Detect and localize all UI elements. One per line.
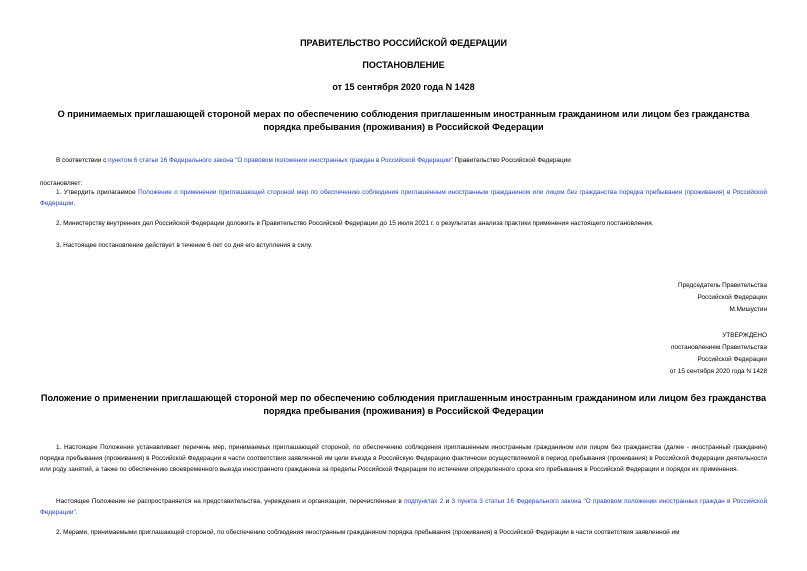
government-heading: ПРАВИТЕЛЬСТВО РОССИЙСКОЙ ФЕДЕРАЦИИ [300, 38, 507, 48]
regulation-link[interactable]: Положение о применении приглашающей стороной мер по обеспечению соблюдения приглашенным иностранным гражданином или лицом без гражданства порядка пребывания (проживания) в Российской Федерации [40, 189, 767, 207]
signature-title: Председатель Правительства [678, 282, 767, 289]
subparagraph-3-link[interactable]: 3 пункта 3 статьи 16 Федерального закона "О правовом положении иностранных граждан в Российской Федерации" [40, 498, 768, 516]
preamble [56, 155, 776, 166]
approval-date: от 15 сентября 2020 года N 1428 [669, 368, 767, 375]
regulation-paragraph-3: 2. Мерами, принимаемыми приглашающей стороной, по обеспечению соблюдения иностранным гражданином порядка пребывания (проживания) в Российской Федерации в части соответствия заявленной им [56, 529, 680, 536]
item-3: 3. Настоящее постановление действует в течение 6 лет со дня его вступления в силу. [56, 242, 313, 249]
approval-by: постановлением Правительства [671, 344, 767, 351]
federal-law-link[interactable]: пунктом 6 статьи 16 Федерального закона "О правовом положении иностранных граждан в Российской Федерации" [108, 157, 453, 164]
document-title: О принимаемых приглашающей стороной мерах по обеспечению соблюдения приглашенным иностранным гражданином или лицом без гражданства порядка пребывания (проживания) в Российской Федерации [57, 109, 750, 132]
preamble-text-end: Правительство Российской Федерации [452, 157, 571, 164]
signature-country: Российской Федерации [697, 294, 767, 301]
regulation-paragraph-2 [40, 496, 767, 518]
approval-block [670, 330, 767, 378]
paragraph-2-end: . [75, 509, 78, 516]
document-date-number: от 15 сентября 2020 года N 1428 [332, 82, 475, 92]
item-1-text: 1. Утвердить прилагаемое [56, 189, 139, 196]
item-2: 2. Министерству внутренних дел Российской Федерации доложить в Правительство Российской Федерации до 15 июля 2021 г. о результатах анализа практики применения настоящего постановления. [56, 220, 654, 227]
paragraph-2-conjunction: и [443, 498, 452, 505]
subparagraph-2-link[interactable]: подпунктах 2 [404, 498, 444, 505]
item-1-end: . [73, 200, 76, 207]
paragraph-2-text: Настоящее Положение не распространяется на представительства, учреждения и организации, перечисленные в [56, 498, 405, 505]
regulation-title: Положение о применении приглашающей стороной мер по обеспечению соблюдения приглашенным иностранным гражданином или лицом без гражданства порядка пребывания (проживания) в Российской Федерации [40, 393, 767, 416]
document-type: ПОСТАНОВЛЕНИЕ [362, 60, 445, 70]
regulation-paragraph-1: 1. Настоящее Положение устанавливает перечень мер, принимаемых приглашающей стороной, по обеспечению соблюдения приглашенным иностранным гражданином или лицом без гражданства (далее - иностранный гражданин) порядка пребывания (проживания) в Российской Федерации в части соответствия заявленной им цели въезда в Российскую Федерацию фактически осуществляемой в период пребывания (проживания) в Российской Федерации деятельности или роду занятий, а также по обеспечению своевременного выезда иностранного гражданина за пределы Российской Федерации по истечении определенного срока его пребывания в Российской Федерации и порядок их применения. [40, 444, 767, 473]
signature-name: М.Мишустин [729, 306, 767, 313]
approval-label: УТВЕРЖДЕНО [722, 332, 767, 339]
preamble-text: В соответствии с [56, 157, 109, 164]
signature-block [678, 280, 767, 316]
item-1 [40, 187, 767, 209]
resolves-label: постановляет: [40, 180, 83, 187]
approval-country: Российской Федерации [697, 356, 767, 363]
